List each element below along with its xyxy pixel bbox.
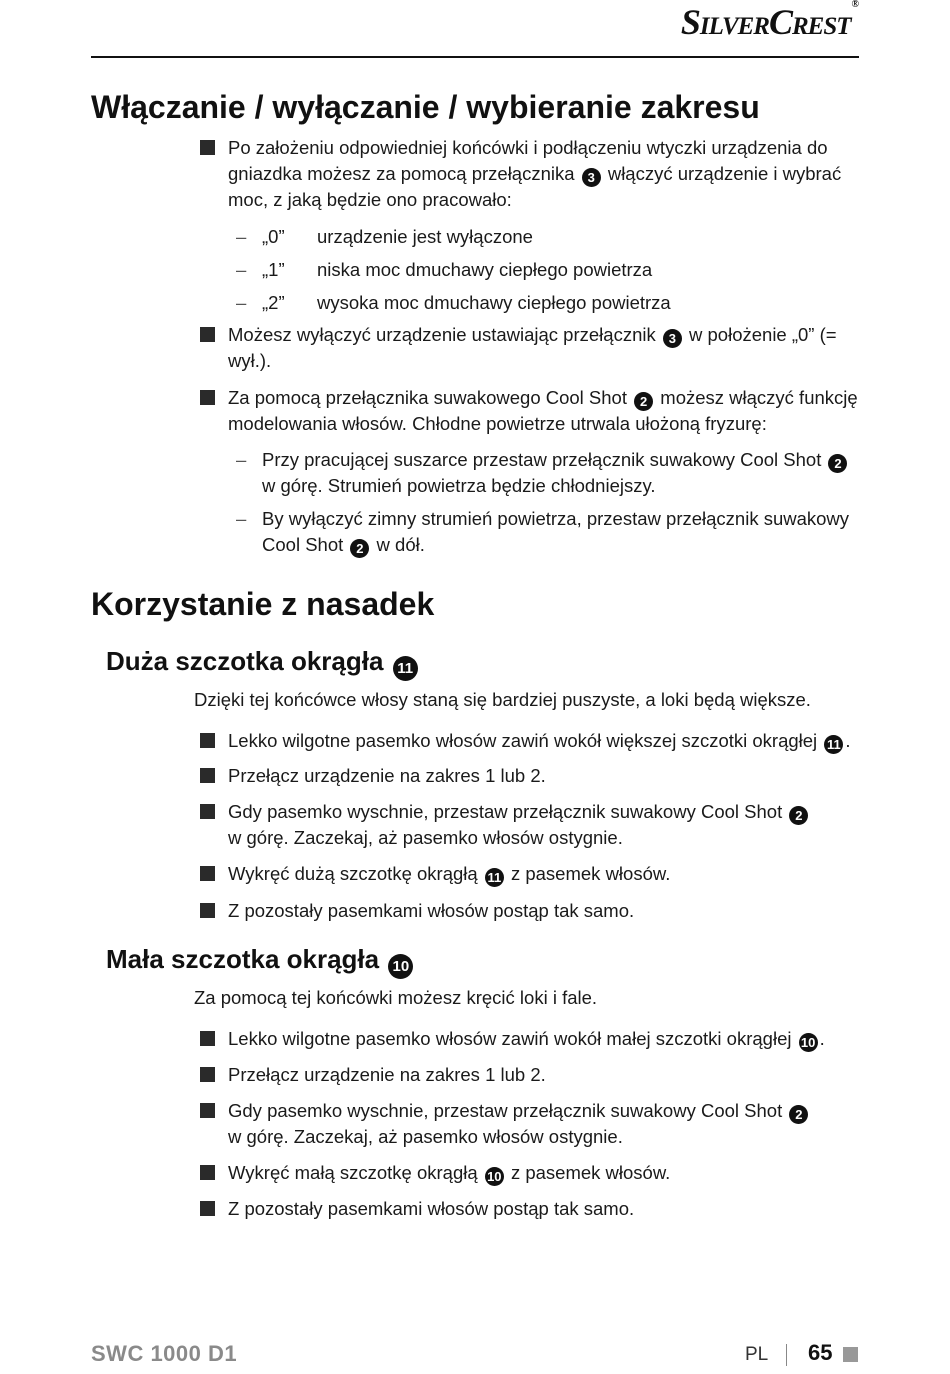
bullet-square [200,140,215,155]
ref-number-3: 3 [582,168,601,187]
bullet-square [200,804,215,819]
small-brush-step-1: Lekko wilgotne pasemko włosów zawiń wokół małej szczotki okrągłej 10 . [200,1026,865,1052]
bullet-square [200,327,215,342]
sub-step-cool-off: – By wyłączyć zimny strumień powietrza, przestaw przełącznik suwakowy Cool Shot 2 w dół. [236,508,850,556]
ref-number-2: 2 [634,392,653,411]
ref-number-11: 11 [485,868,504,887]
footer-divider [786,1344,787,1366]
ref-number-2: 2 [828,454,847,473]
footer-language: PL [745,1344,769,1365]
large-brush-step-4: Wykręć dużą szczotkę okrągłą 11 z pasemek włosów. [200,861,865,887]
bullet-cool-shot: Za pomocą przełącznika suwakowego Cool Shot 2 możesz włączyć funkcję modelowania włosów. Chłodne powietrze utrwala ułożoną fryzurę: [200,385,865,437]
bullet-square [200,903,215,918]
small-brush-step-2: Przełącz urządzenie na zakres 1 lub 2. [200,1062,865,1088]
small-brush-step-3: Gdy pasemko wyschnie, przestaw przełącznik suwakowy Cool Shot 2 w górę. Zaczekaj, aż pasemko włosów ostygnie. [200,1098,865,1150]
large-brush-intro: Dzięki tej końcówce włosy staną się bardziej puszyste, a loki będą większe. [194,689,811,710]
bullet-square [200,768,215,783]
brand-name: SilverCrest [680,2,851,42]
ref-number-2: 2 [350,539,369,558]
manual-page: SilverCrest® Włączanie / wyłączanie / wybieranie zakresu Po założeniu odpowiedniej końcówki i podłączeniu wtyczki urządzenia do gniazdka możesz za pomocą przełącznika 3 włączyć urządzenie i wybrać moc, z jaką będzie ono pracowało: – „0” urządzenie jest wyłączone – „1” niska moc dmuchawy ciepłego powietrza – „2” wysoka moc dmuchawy ciepłego powietrza Możesz wyłączyć urządzenie ustawiając przełącznik 3 w położenie „0” (= wył.). Za pomocą przełącznika suwakowego Cool Shot 2 możesz włączyć funkcję modelowania włosów. Chłodne powietrze utrwala ułożoną fryzurę: – Przy pracującej suszarce przestaw przełącznik suwakowy Cool Shot 2 w górę. Strumień powietrza będzie chłodniejszy. – By wyłączyć zimny strumień powietrza, przestaw przełącznik suwakowy Cool Shot 2 w dół. Korzystanie z nasadek Duża szczotka okrągła 11 Dzięki tej końcówce włosy staną się bardziej puszyste, a loki będą większe. Lekko wilgotne pasemko włosów zawiń wokół większej szczotki okrągłej 11 . Przełącz urządzenie na zakres 1 lub 2. Gdy pasemko wyschnie, przestaw przełącznik suwakowy Cool Shot 2 w górę. Zaczekaj, aż pasemko włosów ostygnie. Wykręć dużą szczotkę okrągłą 11 z pasemek włosów. Z pozostały pasemkami włosów postąp tak samo. Mała szczotka okrągła 10 Za pomocą tej końcówki możesz kręcić loki i fale. Lekko wilgotne pasemko włosów zawiń wokół małej szczotki okrągłej 10 . Przełącz urządzenie na zakres 1 lub 2. Gdy pasemko wyschnie, przestaw przełącznik suwakowy Cool Shot 2 w górę. Zaczekaj, aż pasemko włosów ostygnie. Wykręć małą szczotkę okrągłą 10 z pasemek włosów. Z pozostały pasemkami włosów postąp tak samo. SWC 1000 D1 PL 65 [0,0,950,1374]
bullet-switch-off: Możesz wyłączyć urządzenie ustawiając przełącznik 3 w położenie „0” (= wył.). [200,322,865,374]
subsection-title-large-brush: Duża szczotka okrągła 11 [106,646,420,681]
bullet-square [200,1103,215,1118]
ref-number-11: 11 [824,735,843,754]
ref-number-10: 10 [799,1033,818,1052]
section-title-attachments: Korzystanie z nasadek [91,586,435,622]
page-number: 65 [808,1340,833,1365]
ref-number-10: 10 [485,1167,504,1186]
bullet-switch-on: Po założeniu odpowiedniej końcówki i podłączeniu wtyczki urządzenia do gniazdka możesz za pomocą przełącznika 3 włączyć urządzenie i wybrać moc, z jaką będzie ono pracowało: [200,135,865,213]
large-brush-step-1: Lekko wilgotne pasemko włosów zawiń wokół większej szczotki okrągłej 11 . [200,728,865,754]
small-brush-step-4: Wykręć małą szczotkę okrągłą 10 z pasemek włosów. [200,1160,865,1186]
footer-model: SWC 1000 D1 [91,1341,238,1366]
bullet-square [200,733,215,748]
bullet-square [200,390,215,405]
ref-number-2: 2 [789,806,808,825]
section-title-switching: Włączanie / wyłączanie / wybieranie zakresu [91,89,760,125]
large-brush-step-2: Przełącz urządzenie na zakres 1 lub 2. [200,763,865,789]
registered-mark: ® [851,0,858,10]
ref-number-3: 3 [663,329,682,348]
subsection-title-small-brush: Mała szczotka okrągła 10 [106,944,415,979]
ref-number-10: 10 [388,954,413,979]
bullet-square [200,1067,215,1082]
sub-step-cool-on: – Przy pracującej suszarce przestaw przełącznik suwakowy Cool Shot 2 w górę. Strumień powietrza będzie chłodniejszy. [236,447,866,499]
small-brush-step-5: Z pozostały pasemkami włosów postąp tak samo. [200,1196,865,1222]
bullet-square [200,1201,215,1216]
bullet-square [200,1031,215,1046]
ref-number-2: 2 [789,1105,808,1124]
large-brush-step-3: Gdy pasemko wyschnie, przestaw przełącznik suwakowy Cool Shot 2 w górę. Zaczekaj, aż pasemko włosów ostygnie. [200,799,865,851]
small-brush-intro: Za pomocą tej końcówki możesz kręcić loki i fale. [194,987,598,1008]
ref-number-11: 11 [393,656,418,681]
bullet-square [200,1165,215,1180]
brand-logo [680,0,858,42]
footer-square-icon [843,1347,858,1362]
header-rule [91,56,859,58]
bullet-square [200,866,215,881]
large-brush-step-5: Z pozostały pasemkami włosów postąp tak samo. [200,898,865,924]
